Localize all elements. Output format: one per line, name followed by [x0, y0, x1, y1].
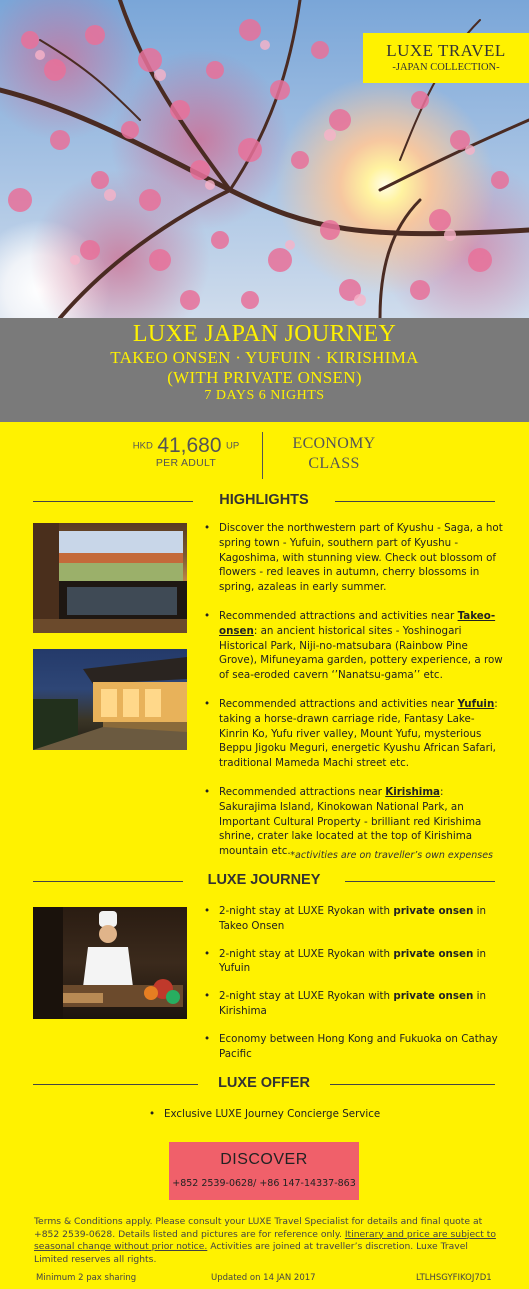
list-item: • Recommended attractions near Kirishima: Sakurajima Island, Kinokowan National Park, an Important Cultural Property - brilliant red Kirishima shrine, crater lake located at the top of Kirishima mountain etc.: [203, 785, 503, 859]
price-per: PER ADULT: [155, 457, 217, 469]
private-onsen-note: (WITH PRIVATE ONSEN): [167, 368, 362, 387]
price-suffix: UP: [226, 440, 240, 452]
class-label: [274, 434, 394, 474]
section-title: LUXE JOURNEY: [207, 872, 321, 888]
list-item: • Discover the northwestern part of Kyushu - Saga, a hot spring town - Yufuin, southern part of Kyushu - Kagoshima, with stunning view. Check out blossom of flowers - red leaves in autumn, cherry blossoms in spring, azaleas in early summer.: [203, 521, 503, 595]
list-item: • 2-night stay at LUXE Ryokan with private onsen in Yufuin: [203, 947, 503, 977]
price-divider: [262, 432, 263, 479]
discover-button[interactable]: [169, 1142, 359, 1200]
offer-header: [33, 1075, 495, 1095]
updated-date: Updated on 14 JAN 2017: [211, 1273, 316, 1283]
highlights-header: [33, 492, 495, 512]
keyword-kirishima: Kirishima: [385, 785, 441, 798]
brand-box: [363, 33, 529, 83]
journey-title: LUXE JAPAN JOURNEY: [132, 321, 397, 347]
list-item: • Recommended attractions and activities near Takeo-onsen: an ancient historical sites - Yoshinogari Historical Park, Niji-no-matsubara (Rainbow Pine Grove), Mifuneyama garden, pottery experience, a row of sea-eroded cavern ‘’Nanatsu-gama’’ etc.: [203, 609, 503, 683]
price-currency: HKD: [132, 440, 153, 452]
highlights-list: [203, 521, 503, 859]
ryokan-photo: [33, 649, 187, 750]
keyword-takeo: Takeo-onsen: [219, 609, 496, 637]
brand-title: LUXE TRAVEL: [386, 41, 506, 60]
price-amount: 41,680: [157, 434, 222, 457]
list-item: • 2-night stay at LUXE Ryokan with private onsen in Takeo Onsen: [203, 904, 503, 934]
list-item: • Economy between Hong Kong and Fukuoka on Cathay Pacific: [203, 1032, 503, 1062]
destinations: TAKEO ONSEN · YUFUIN · KIRISHIMA: [110, 348, 419, 367]
title-band: [0, 318, 529, 422]
journey-header: [33, 872, 495, 892]
price-left: [118, 430, 254, 469]
min-pax: Minimum 2 pax sharing: [36, 1273, 137, 1283]
section-title: HIGHLIGHTS: [219, 492, 309, 508]
onsen-photo: [33, 523, 187, 633]
section-title: LUXE OFFER: [218, 1075, 310, 1091]
list-item: • 2-night stay at LUXE Ryokan with private onsen in Kirishima: [203, 989, 503, 1019]
brand-subtitle: -JAPAN COLLECTION-: [392, 62, 500, 73]
price-block: [0, 430, 529, 482]
chef-photo: [33, 907, 187, 1019]
product-code: LTLHSGYFIKOJ7D1: [416, 1273, 492, 1283]
keyword-yufuin: Yufuin: [457, 697, 495, 710]
class-line-2: CLASS: [308, 455, 360, 472]
discover-label: DISCOVER: [220, 1151, 308, 1168]
hero-image: [0, 0, 529, 318]
list-item: • Recommended attractions and activities near Yufuin: taking a horse-drawn carriage ride, Fantasy Lake-Kinrin Ko, Yufu river valley, Mount Yufu, mysterious Beppu Jigoku Meguri, energetic Kyushu African Safari, traditional Mameda Machi street etc.: [203, 697, 503, 771]
duration: 7 DAYS 6 NIGHTS: [204, 388, 325, 403]
journey-list: [203, 904, 503, 1061]
terms-text: Terms & Conditions apply. Please consult your LUXE Travel Specialist for details and final quote at +852 2539-0628. Details listed and pictures are for reference only. Itinerary and price are subject to seasonal change without prior notice. Activities are joined at traveller’s discretion. Luxe Travel Limited reserves all rights.: [34, 1216, 496, 1265]
contact-phones: +852 2539-0628/ +86 147-14337-863: [172, 1178, 356, 1189]
activities-note: *activities are on traveller’s own expenses: [290, 850, 493, 861]
offer-item: • Exclusive LUXE Journey Concierge Service: [148, 1108, 464, 1120]
terms-underlined: Itinerary and price are subject to seasonal change without prior notice.: [34, 1228, 496, 1252]
class-line-1: ECONOMY: [292, 435, 376, 452]
